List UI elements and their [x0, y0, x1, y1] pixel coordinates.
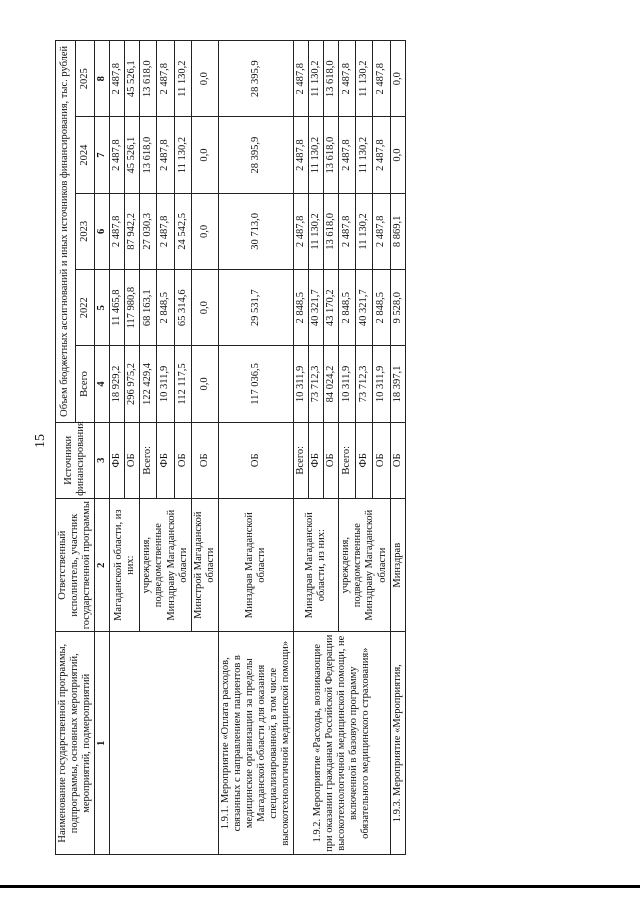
- row-value: 2 487,8: [373, 41, 390, 117]
- row-value: 2 848,5: [339, 270, 356, 346]
- row-value: 2 487,8: [373, 117, 390, 193]
- row-value: 2 487,8: [157, 41, 174, 117]
- row-value: 2 487,8: [339, 117, 356, 193]
- col-num: 4: [95, 346, 110, 422]
- row-value: 40 321,7: [309, 270, 324, 346]
- row-value: 0,0: [390, 41, 405, 117]
- row-value: 117 036,5: [218, 346, 293, 422]
- row-value: 65 314,6: [174, 270, 191, 346]
- row-value: 40 321,7: [356, 270, 373, 346]
- page-number: 15: [33, 434, 48, 448]
- row-value: 13 618,0: [140, 117, 157, 193]
- col-num: 6: [95, 193, 110, 269]
- row-value: 84 024,2: [324, 346, 339, 422]
- row-source: ФБ: [356, 422, 373, 498]
- row-value: 73 712,3: [309, 346, 324, 422]
- row-source: Всего:: [294, 422, 309, 498]
- scan-border: [0, 885, 640, 888]
- table-row: [110, 41, 125, 855]
- row-source: ОБ: [324, 422, 339, 498]
- row-responsible: учреждения, подведомственные Минздраву Магаданской области: [339, 498, 390, 632]
- header-volume: Объем бюджетных ассигнований и иных источников финансирования, тыс. рублей: [56, 41, 76, 423]
- row-value: 2 487,8: [294, 117, 309, 193]
- row-value: 122 429,4: [140, 346, 157, 422]
- row-value: 0,0: [191, 41, 218, 117]
- row-responsible: Минздрав: [390, 498, 405, 632]
- row-responsible: Минздрав Магаданской области: [218, 498, 293, 632]
- row-value: 11 130,2: [174, 41, 191, 117]
- row-value: 27 030,3: [140, 193, 157, 269]
- header-name: Наименование государственной программы, подпрограммы, основных мероприятий, мероприятий, подмероприятий: [56, 632, 95, 855]
- row-source: ФБ: [157, 422, 174, 498]
- header-total: Всего: [75, 346, 95, 422]
- row-value: 2 487,8: [339, 41, 356, 117]
- row-value: 11 130,2: [356, 41, 373, 117]
- row-value: 2 487,8: [157, 117, 174, 193]
- row-value: 0,0: [191, 193, 218, 269]
- col-num: 1: [95, 632, 110, 855]
- row-value: 2 487,8: [294, 41, 309, 117]
- row-value: 68 163,1: [140, 270, 157, 346]
- row-source: ФБ: [309, 422, 324, 498]
- header-sources: Источники финансирования: [56, 422, 95, 498]
- header-year: 2023: [75, 193, 95, 269]
- row-source: ОБ: [174, 422, 191, 498]
- header-responsible: Ответственный исполнитель, участник государственной программы: [56, 498, 95, 632]
- row-value: 13 618,0: [140, 41, 157, 117]
- row-value: 24 542,5: [174, 193, 191, 269]
- row-value: 2 487,8: [339, 193, 356, 269]
- row-value: 0,0: [191, 346, 218, 422]
- row-value: 11 130,2: [356, 117, 373, 193]
- row-value: 45 526,1: [125, 117, 140, 193]
- row-value: 2 848,5: [157, 270, 174, 346]
- row-value: 2 487,8: [110, 193, 125, 269]
- row-responsible: Минстрой Магаданской области: [191, 498, 218, 632]
- row-value: 29 531,7: [218, 270, 293, 346]
- row-value: 11 130,2: [309, 41, 324, 117]
- row-value: 2 487,8: [157, 193, 174, 269]
- row-value: 0,0: [191, 117, 218, 193]
- row-value: 2 848,5: [294, 270, 309, 346]
- col-num: 2: [95, 498, 110, 632]
- row-source: ОБ: [373, 422, 390, 498]
- row-value: 10 311,9: [294, 346, 309, 422]
- row-value: 117 980,8: [125, 270, 140, 346]
- row-value: 13 618,0: [324, 41, 339, 117]
- financing-table: [55, 40, 406, 855]
- col-num: 8: [95, 41, 110, 117]
- row-responsible: Магаданской области, из них:: [110, 498, 140, 632]
- table-row: [294, 41, 309, 855]
- row-value: 18 929,2: [110, 346, 125, 422]
- row-value: 87 942,2: [125, 193, 140, 269]
- col-num: 3: [95, 422, 110, 498]
- header-year: 2022: [75, 270, 95, 346]
- row-value: 2 487,8: [373, 193, 390, 269]
- row-value: 28 395,9: [218, 41, 293, 117]
- row-value: 13 618,0: [324, 193, 339, 269]
- row-value: 112 117,5: [174, 346, 191, 422]
- row-value: 10 311,9: [157, 346, 174, 422]
- row-value: 11 465,8: [110, 270, 125, 346]
- row-name: [110, 632, 219, 855]
- row-value: 10 311,9: [373, 346, 390, 422]
- row-value: 2 487,8: [110, 41, 125, 117]
- table-row: [390, 41, 405, 855]
- row-source: Всего:: [140, 422, 157, 498]
- row-value: 0,0: [390, 117, 405, 193]
- header-year: 2025: [75, 41, 95, 117]
- row-value: 2 487,8: [110, 117, 125, 193]
- row-value: 11 130,2: [309, 117, 324, 193]
- col-num: 5: [95, 270, 110, 346]
- row-source: ОБ: [191, 422, 218, 498]
- row-value: 18 397,1: [390, 346, 405, 422]
- row-value: 0,0: [191, 270, 218, 346]
- row-name: 1.9.1. Мероприятие «Оплата расходов, связанных с направлением пациентов в медицинские организации за пределы Магаданской области для оказания специализированной, в том числе высокотехнологичной медицинской помощи»: [218, 632, 293, 855]
- row-value: 8 869,1: [390, 193, 405, 269]
- row-value: 10 311,9: [339, 346, 356, 422]
- row-value: 2 848,5: [373, 270, 390, 346]
- col-num: 7: [95, 117, 110, 193]
- row-value: 73 712,3: [356, 346, 373, 422]
- row-responsible: учреждения, подведомственные Минздраву Магаданской области: [140, 498, 191, 632]
- header-year: 2024: [75, 117, 95, 193]
- row-value: 11 130,2: [174, 117, 191, 193]
- row-source: ОБ: [125, 422, 140, 498]
- row-value: 13 618,0: [324, 117, 339, 193]
- row-source: ОБ: [218, 422, 293, 498]
- row-source: Всего:: [339, 422, 356, 498]
- rotated-table-container: [55, 40, 595, 855]
- row-value: 28 395,9: [218, 117, 293, 193]
- table-row: [218, 41, 293, 855]
- row-value: 9 528,0: [390, 270, 405, 346]
- row-source: ОБ: [390, 422, 405, 498]
- row-value: 43 170,2: [324, 270, 339, 346]
- row-value: 45 526,1: [125, 41, 140, 117]
- row-value: 296 975,2: [125, 346, 140, 422]
- row-value: 30 713,0: [218, 193, 293, 269]
- row-value: 2 487,8: [294, 193, 309, 269]
- row-source: ФБ: [110, 422, 125, 498]
- row-name: 1.9.2. Мероприятие «Расходы, возникающие при оказании гражданам Российской Федерации высокотехнологичной медицинской помощи, не включенной в базовую программу обязательного медицинского страхования»: [294, 632, 390, 855]
- row-value: 11 130,2: [356, 193, 373, 269]
- row-value: 11 130,2: [309, 193, 324, 269]
- row-responsible: Минздрав Магаданской области, из них:: [294, 498, 339, 632]
- row-name: 1.9.3. Мероприятие «Мероприятия,: [390, 632, 405, 855]
